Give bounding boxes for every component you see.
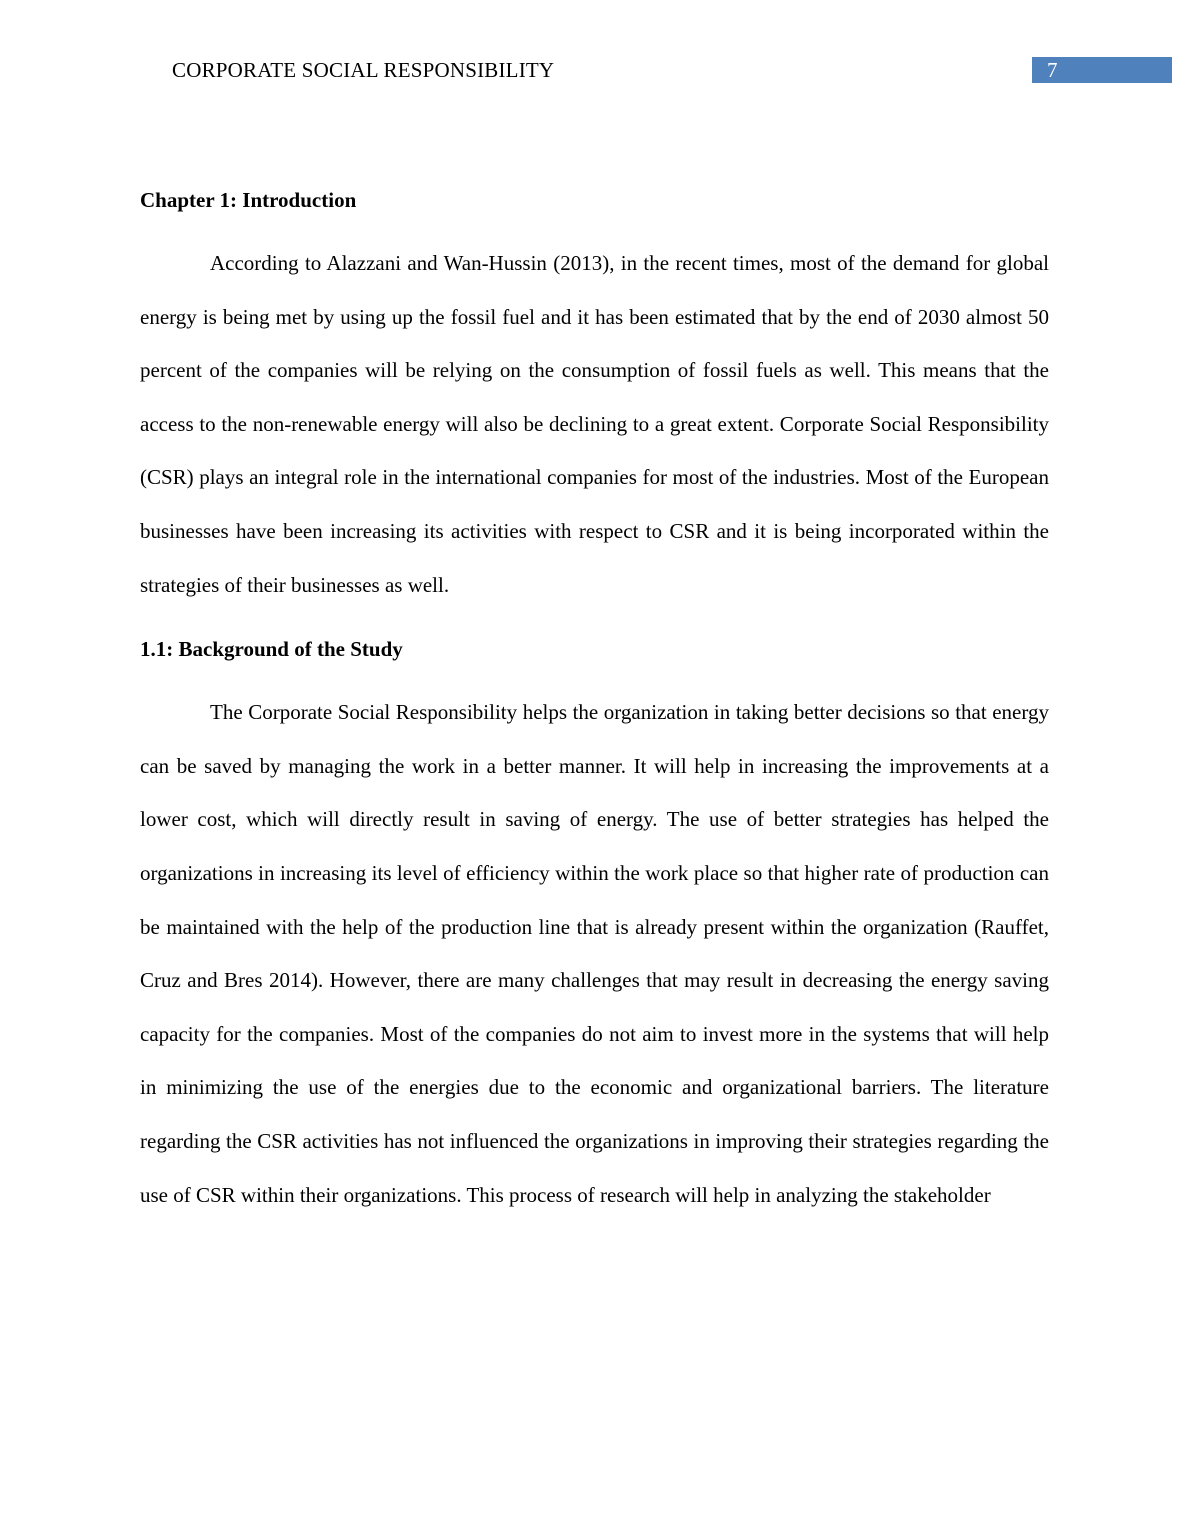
body-text <box>140 183 1049 1222</box>
background-paragraph: The Corporate Social Responsibility helps the organization in taking better decisions so that energy can be saved by managing the work in a better manner. It will help in increasing the improvements at a lower cost, which will directly result in saving of energy. The use of better strategies has helped the organizations in increasing its level of efficiency within the work place so that higher rate of production can be maintained with the help of the production line that is already present within the organization (Rauffet, Cruz and Bres 2014). However, there are many challenges that may result in decreasing the energy saving capacity for the companies. Most of the companies do not aim to invest more in the systems that will help in minimizing the use of the energies due to the economic and organizational barriers. The literature regarding the CSR activities has not influenced the organizations in improving their strategies regarding the use of CSR within their organizations. This process of research will help in analyzing the stakeholder <box>140 700 1049 1207</box>
running-head: CORPORATE SOCIAL RESPONSIBILITY <box>172 58 555 82</box>
page-number-bar <box>1032 57 1172 83</box>
page-number: 7 <box>1047 58 1058 82</box>
section-heading: 1.1: Background of the Study <box>140 637 403 662</box>
chapter-heading: Chapter 1: Introduction <box>140 188 357 212</box>
intro-paragraph: According to Alazzani and Wan-Hussin (2013), in the recent times, most of the demand for global energy is being met by using up the fossil fuel and it has been estimated that by the end of 2030 almost 50 percent of the companies will be relying on the consumption of fossil fuels as well. This means that the access to the non-renewable energy will also be declining to a great extent. Corporate Social Responsibility (CSR) plays an integral role in the international companies for most of the industries. Most of the European businesses have been increasing its activities with respect to CSR and it is being incorporated within the strategies of their businesses as well. <box>140 251 1049 597</box>
